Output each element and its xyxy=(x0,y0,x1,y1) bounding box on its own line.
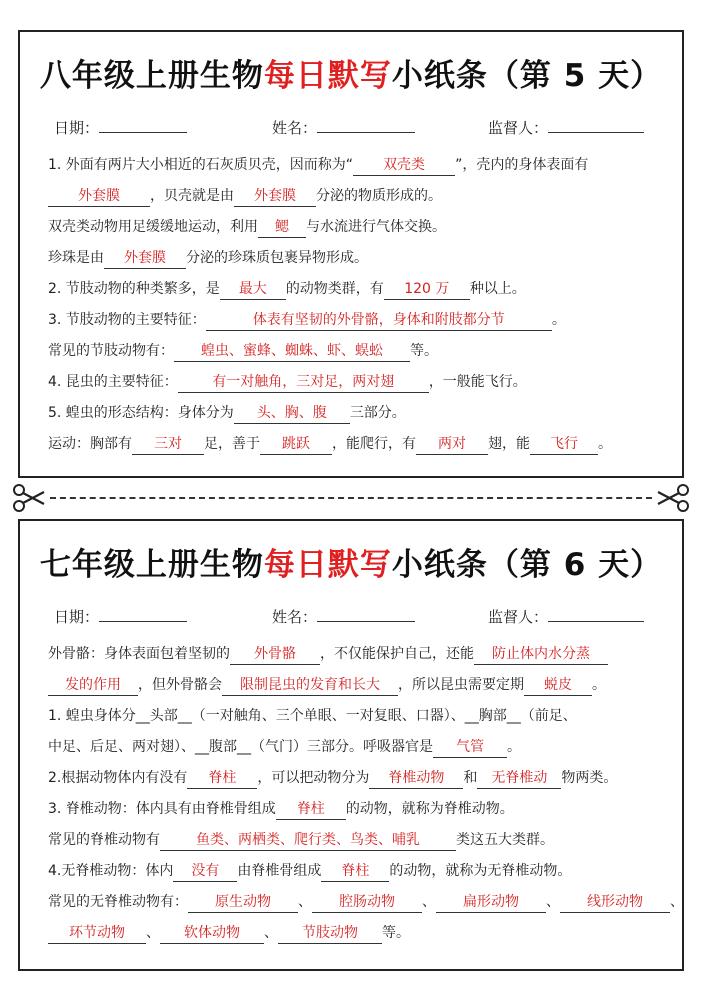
answer-blank[interactable]: 跳跃 xyxy=(260,434,332,455)
answer-blank[interactable]: 最大 xyxy=(220,279,286,300)
question-text: 、 xyxy=(146,925,160,941)
date-field[interactable]: 日期： xyxy=(54,605,187,627)
scissors-icon xyxy=(12,483,46,513)
scissors-icon xyxy=(656,483,690,513)
question-line xyxy=(48,794,666,825)
question-text: 翅，能 xyxy=(488,436,530,452)
answer-blank[interactable]: 发的作用 xyxy=(48,675,138,696)
question-line xyxy=(48,150,666,181)
answer-blank[interactable]: 软体动物 xyxy=(160,923,264,944)
name-field[interactable]: 姓名： xyxy=(272,605,415,627)
card-title xyxy=(20,50,682,95)
answer-blank[interactable]: 原生动物 xyxy=(188,892,298,913)
question-line xyxy=(48,429,666,460)
answer-blank[interactable]: 外套膜 xyxy=(48,186,150,207)
question-lines xyxy=(48,639,684,949)
answer-blank[interactable]: 双壳类 xyxy=(353,155,455,176)
question-line xyxy=(48,856,666,887)
question-text: 和 xyxy=(463,770,478,786)
question-text: 、 xyxy=(546,894,560,910)
answer-blank[interactable]: 脊椎动物 xyxy=(369,768,463,789)
question-text: 3. 脊椎动物：体内具有由脊椎骨组成 xyxy=(48,801,276,817)
question-text: 2.根据动物体内有没有 xyxy=(48,770,188,786)
question-text: 2. 节肢动物的种类繁多，是 xyxy=(48,281,220,297)
answer-blank[interactable]: 外骨骼 xyxy=(230,644,320,665)
question-text: 外骨骼：身体表面包着坚韧的 xyxy=(48,646,230,662)
answer-blank[interactable]: 飞行 xyxy=(530,434,598,455)
worksheet-card-day5 xyxy=(18,30,684,478)
question-line xyxy=(48,732,666,763)
question-line xyxy=(48,181,666,212)
question-text: ，贝壳就是由 xyxy=(150,188,234,204)
answer-blank[interactable]: 限制昆虫的发育和长大 xyxy=(222,675,398,696)
question-text: 运动：胸部有 xyxy=(48,436,132,452)
question-line xyxy=(48,398,666,429)
answer-blank[interactable]: 外套膜 xyxy=(104,248,186,269)
card-title xyxy=(20,539,682,584)
question-text: 4. 昆虫的主要特征： xyxy=(48,374,178,390)
answer-blank[interactable]: 节肢动物 xyxy=(278,923,382,944)
title-text: 八年级上册生物 xyxy=(39,58,264,94)
answer-blank[interactable]: 两对 xyxy=(416,434,488,455)
question-line xyxy=(48,274,666,305)
question-text: 等。 xyxy=(382,925,410,941)
question-text: ”，壳内的身体表面有 xyxy=(455,157,589,173)
question-line xyxy=(48,887,684,918)
question-line xyxy=(48,305,666,336)
question-line xyxy=(48,701,666,732)
title-text-end: 小纸条（第 6 天） xyxy=(391,547,663,583)
answer-blank[interactable]: 线形动物 xyxy=(560,892,670,913)
info-row xyxy=(20,116,682,140)
question-text: ，但外骨骼会 xyxy=(138,677,222,693)
question-text: ，一般能飞行。 xyxy=(428,374,527,390)
question-text: 分泌的珍珠质包裹异物形成。 xyxy=(186,250,368,266)
date-field[interactable]: 日期： xyxy=(54,116,187,138)
question-line xyxy=(48,336,666,367)
question-text: 物两类。 xyxy=(561,770,618,786)
question-text: 中足、后足、两对翅）、__腹部__（气门）三部分。呼吸器官是 xyxy=(48,739,433,755)
title-text-end: 小纸条（第 5 天） xyxy=(391,58,663,94)
answer-blank[interactable]: 外套膜 xyxy=(234,186,316,207)
answer-blank[interactable]: 三对 xyxy=(132,434,204,455)
answer-blank[interactable]: 有一对触角，三对足，两对翅 xyxy=(178,372,429,393)
question-text: 与水流进行气体交换。 xyxy=(306,219,446,235)
question-text: 的动物，就称为脊椎动物。 xyxy=(345,801,514,817)
worksheet-card-day6 xyxy=(18,519,684,971)
question-text: 5. 蝗虫的形态结构：身体分为 xyxy=(48,405,234,421)
cut-line xyxy=(12,483,690,513)
answer-blank[interactable]: 头、胸、腹 xyxy=(234,403,350,424)
question-line xyxy=(48,243,666,274)
question-line xyxy=(48,212,666,243)
question-text: 双壳类动物用足缓缓地运动，利用 xyxy=(48,219,258,235)
answer-blank[interactable]: 鳃 xyxy=(258,217,306,238)
question-line xyxy=(48,918,666,949)
answer-blank[interactable]: 气管 xyxy=(433,737,507,758)
question-text: 4.无脊椎动物：体内 xyxy=(48,863,174,879)
question-lines xyxy=(48,150,666,460)
title-highlight: 每日默写 xyxy=(263,547,392,583)
answer-blank[interactable]: 环节动物 xyxy=(48,923,146,944)
question-text: 常见的节肢动物有： xyxy=(48,343,174,359)
answer-blank[interactable]: 脊柱 xyxy=(321,861,389,882)
supervisor-field[interactable]: 监督人： xyxy=(488,116,644,138)
answer-blank[interactable]: 脊柱 xyxy=(187,768,257,789)
name-field[interactable]: 姓名： xyxy=(272,116,415,138)
question-text: 。 xyxy=(551,312,566,328)
title-highlight: 每日默写 xyxy=(263,58,392,94)
question-text: 。 xyxy=(507,739,521,755)
question-text: ，可以把动物分为 xyxy=(257,770,370,786)
answer-blank[interactable]: 脊柱 xyxy=(276,799,346,820)
question-line xyxy=(48,825,666,856)
question-text: 、 xyxy=(422,894,436,910)
question-text: 三部分。 xyxy=(349,405,406,421)
question-line xyxy=(48,639,666,670)
answer-blank[interactable]: 蜕皮 xyxy=(524,675,592,696)
question-text: 由脊椎骨组成 xyxy=(237,863,322,879)
answer-blank[interactable]: 体表有坚韧的外骨骼，身体和附肢都分节 xyxy=(206,310,552,331)
question-text: 类这五大类群。 xyxy=(456,832,554,848)
question-text: 3. 节肢动物的主要特征： xyxy=(48,312,206,328)
question-text: 种以上。 xyxy=(469,281,526,297)
question-text: 、 xyxy=(670,894,684,910)
answer-blank[interactable]: 腔肠动物 xyxy=(312,892,422,913)
answer-blank[interactable]: 120 万 xyxy=(384,279,470,300)
question-text: 常见的脊椎动物有 xyxy=(48,832,160,848)
question-text: 。 xyxy=(592,677,606,693)
title-text: 七年级上册生物 xyxy=(39,547,264,583)
supervisor-field[interactable]: 监督人： xyxy=(488,605,644,627)
question-text: 、 xyxy=(264,925,278,941)
info-row xyxy=(20,605,682,629)
question-text: 1. 外面有两片大小相近的石灰质贝壳，因而称为“ xyxy=(48,157,354,173)
question-line xyxy=(48,367,666,398)
question-text: 。 xyxy=(598,436,612,452)
question-text: 、 xyxy=(298,894,312,910)
answer-blank[interactable]: 扁形动物 xyxy=(436,892,546,913)
answer-blank[interactable]: 没有 xyxy=(173,861,237,882)
question-text: 的动物，就称为无脊椎动物。 xyxy=(389,863,572,879)
answer-blank[interactable]: 无脊椎动 xyxy=(477,768,561,789)
question-line xyxy=(48,670,666,701)
question-line xyxy=(48,763,666,794)
question-text: 等。 xyxy=(410,343,438,359)
question-text: 足，善于 xyxy=(204,436,260,452)
question-text: 珍珠是由 xyxy=(48,250,104,266)
question-text: ，不仅能保护自己，还能 xyxy=(320,646,474,662)
question-text: 的动物类群，有 xyxy=(285,281,384,297)
question-text: ，能爬行，有 xyxy=(332,436,416,452)
question-text: ，所以昆虫需要定期 xyxy=(398,677,524,693)
question-text: 分泌的物质形成的。 xyxy=(316,188,442,204)
answer-blank[interactable]: 防止体内水分蒸 xyxy=(474,644,608,665)
question-text: 1. 蝗虫身体分__头部__（一对触角、三个单眼、一对复眼、口器）、__胸部__（前足、 xyxy=(48,708,577,724)
answer-blank[interactable]: 鱼类、两栖类、爬行类、鸟类、哺乳 xyxy=(160,830,456,851)
question-text: 常见的无脊椎动物有： xyxy=(48,894,188,910)
answer-blank[interactable]: 蝗虫、蜜蜂、蜘蛛、虾、蜈蚣 xyxy=(174,341,410,362)
